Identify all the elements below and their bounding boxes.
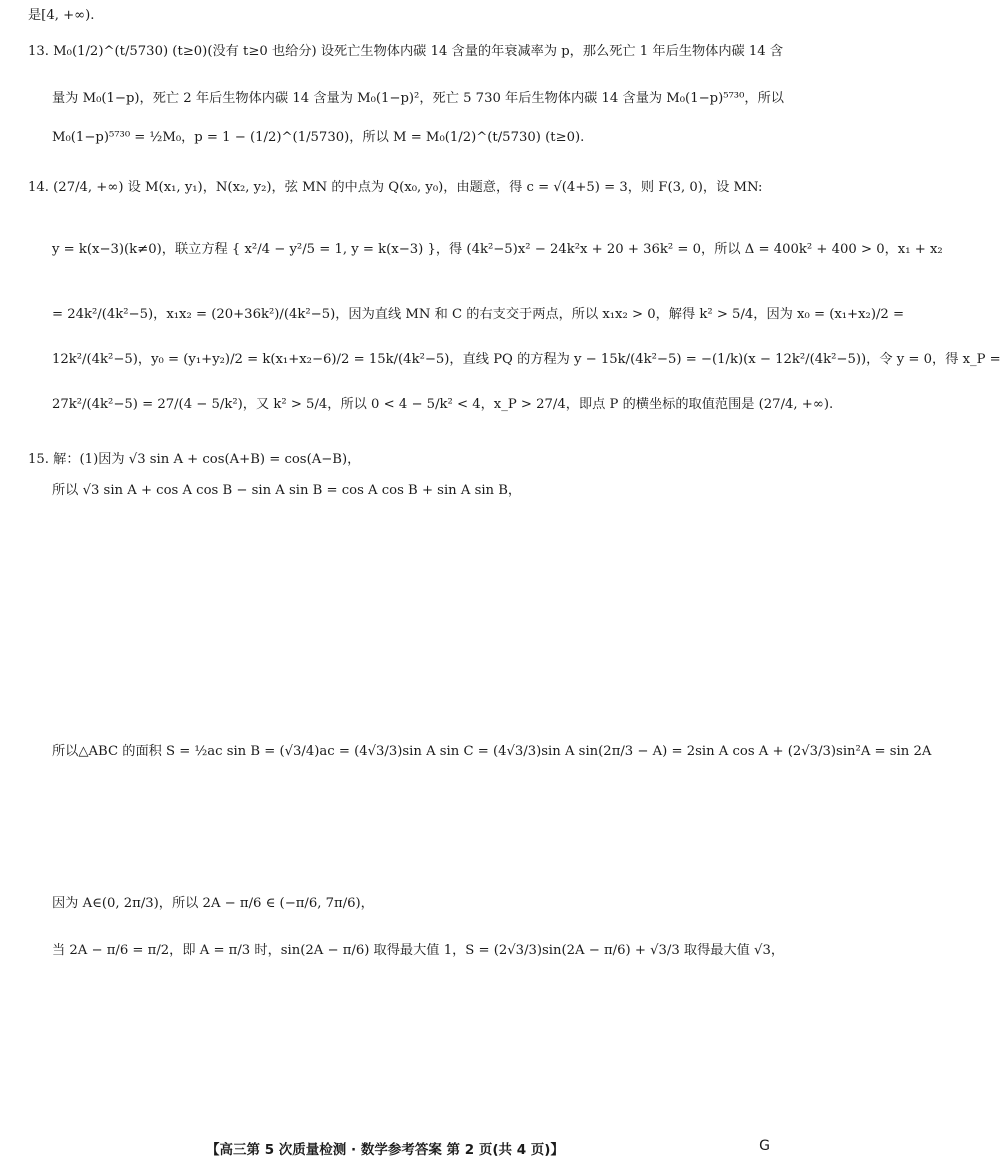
text-line: 15. 解：(1)因为 √3 sin A + cos(A+B) = cos(A−B)， bbox=[28, 452, 361, 467]
text-line: 所以 √3 sin A + cos A cos B − sin A sin B = cos A cos B + sin A sin B， bbox=[52, 483, 522, 498]
text-line: 是[4, +∞). bbox=[28, 8, 95, 23]
text-line: 所以△ABC 的面积 S = ½ac sin B = (√3/4)ac = (4√3/3)sin A sin C = (4√3/3)sin A sin(2π/3 − A) = 2sin A cos A + (2√3/3)sin²A = sin 2A bbox=[52, 744, 932, 759]
text-line: 14. (27/4, +∞) 设 M(x₁, y₁)，N(x₂, y₂)，弦 MN 的中点为 Q(x₀, y₀)，由题意，得 c = √(4+5) = 3，则 F(3, 0)，设 MN: bbox=[28, 180, 763, 195]
text-line: 12k²/(4k²−5)，y₀ = (y₁+y₂)/2 = k(x₁+x₂−6)/2 = 15k/(4k²−5)，直线 PQ 的方程为 y − 15k/(4k²−5) = −(1/k)(x − 12k²/(4k²−5))，令 y = 0，得 x_P = bbox=[52, 352, 1001, 367]
version-letter: G bbox=[759, 1138, 770, 1154]
text-line: 13. M₀(1/2)^(t/5730) (t≥0)(没有 t≥0 也给分) 设死亡生物体内碳 14 含量的年衰减率为 p，那么死亡 1 年后生物体内碳 14 含 bbox=[28, 44, 784, 59]
page-footer: 【高三第 5 次质量检测 · 数学参考答案 第 2 页(共 4 页)】 bbox=[206, 1142, 564, 1158]
text-line: 27k²/(4k²−5) = 27/(4 − 5/k²)，又 k² > 5/4，所以 0 < 4 − 5/k² < 4，x_P > 27/4，即点 P 的横坐标的取值范围是 (27/4, +∞). bbox=[52, 397, 834, 412]
text-line: 量为 M₀(1−p)，死亡 2 年后生物体内碳 14 含量为 M₀(1−p)²，死亡 5 730 年后生物体内碳 14 含量为 M₀(1−p)⁵⁷³⁰，所以 bbox=[52, 91, 784, 106]
text-line: 当 2A − π/6 = π/2，即 A = π/3 时，sin(2A − π/6) 取得最大值 1，S = (2√3/3)sin(2A − π/6) + √3/3 取得最大值 √3， bbox=[52, 943, 785, 958]
text-line: y = k(x−3)(k≠0)，联立方程 { x²/4 − y²/5 = 1, y = k(x−3) }，得 (4k²−5)x² − 24k²x + 20 + 36k² = 0，所以 Δ = 400k² + 400 > 0，x₁ + x₂ bbox=[52, 242, 943, 257]
text-line: = 24k²/(4k²−5)，x₁x₂ = (20+36k²)/(4k²−5)，因为直线 MN 和 C 的右支交于两点，所以 x₁x₂ > 0，解得 k² > 5/4，因为 x₀ = (x₁+x₂)/2 = bbox=[52, 307, 905, 322]
text-line: 因为 A∈(0, 2π/3)，所以 2A − π/6 ∈ (−π/6, 7π/6)， bbox=[52, 896, 374, 911]
text-line: M₀(1−p)⁵⁷³⁰ = ½M₀，p = 1 − (1/2)^(1/5730)，所以 M = M₀(1/2)^(t/5730) (t≥0). bbox=[52, 130, 585, 145]
